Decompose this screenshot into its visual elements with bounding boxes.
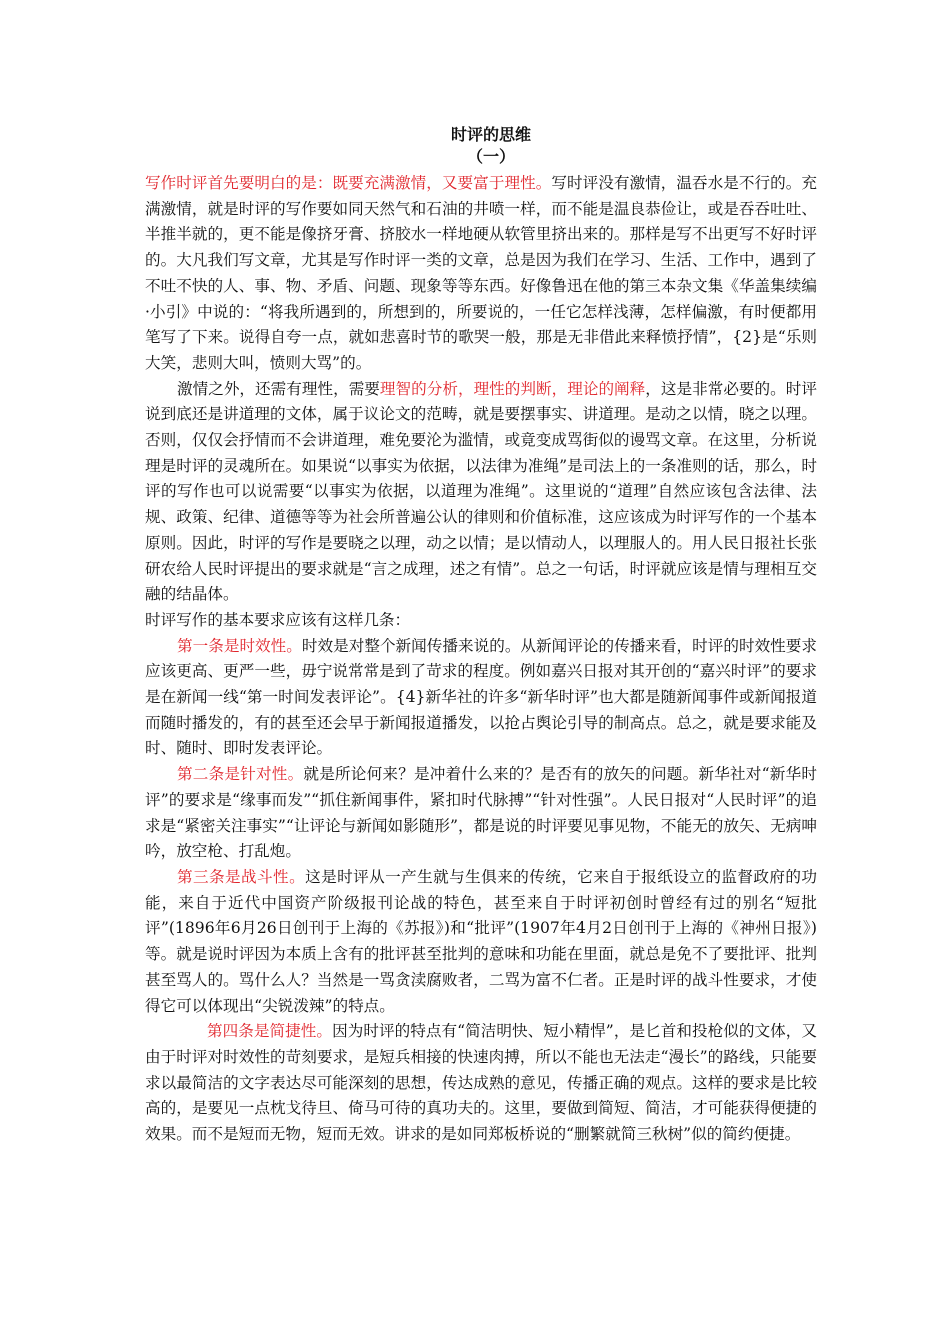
document-page [145,124,817,1148]
paragraph-2 [145,377,817,608]
body-text: 时效是对整个新闻传播来说的。从新闻评论的传播来看，时评的时效性要求应该更高、更严一些，毋宁说常常是到了苛求的程度。例如嘉兴日报对其开创的“嘉兴时评”的要求是在新闻一线“第一时间发表评论”。{4}新华社的许多“新华时评”也大都是随新闻事件或新闻报道而随时播发的，有的甚至还会早于新闻报道播发，以抢占舆论引导的制高点。总之，就是要求能及时、随时、即时发表评论。 [145,636,817,758]
paragraph-5 [145,762,817,865]
document-subtitle: （一） [466,147,515,166]
paragraph-1 [145,171,817,377]
paragraph-4 [145,634,817,763]
highlight-text: 第一条是时效性。 [177,636,302,655]
highlight-text: 第三条是战斗性。 [177,867,306,886]
body-text: 写时评没有激情，温吞水是不行的。充满激情，就是时评的写作要如同天然气和石油的井喷一样，而不能是温良恭俭让，或是吞吞吐吐、半推半就的，更不能是像挤牙膏、挤胶水一样地硬从软管里挤出来的。那样是写不出更写不好时评的。大凡我们写文章，尤其是写作时评一类的文章，总是因为我们在学习、生活、工作中，遇到了不吐不快的人、事、物、矛盾、问题、现象等等东西。好像鲁迅在他的第三本杂文集《华盖集续编·小引》中说的：“将我所遇到的，所想到的，所要说的，一任它怎样浅薄，怎样偏激，有时便都用笔写了下来。说得自夸一点，就如悲喜时节的歌哭一般，那是无非借此来释愤抒情”，{2}是“乐则大笑，悲则大叫，愤则大骂”的。 [145,174,817,372]
body-text: 这是时评从一产生就与生俱来的传统，它来自于报纸设立的监督政府的功能，来自于近代中国资产阶级报刊论战的特色，甚至来自于时评初创时曾经有过的别名“短批评”(1896年6月26日创刊于上海的《苏报》)和“批评”(1907年4月2日创刊于上海的《神州日报》)等。就是说时评因为本质上含有的批评甚至批判的意味和功能在里面，就总是免不了要批评、批判甚至骂人的。骂什么人？当然是一骂贪渎腐败者，二骂为富不仁者。正是时评的战斗性要求，才使得它可以体现出“尖锐泼辣”的特点。 [145,867,817,1015]
document-title: 时评的思维 [450,125,531,144]
highlight-text: 第二条是针对性。 [177,765,304,784]
highlight-text: 理智的分析，理性的判断，理论的阐释 [379,379,646,398]
body-text: 就是所论何来？是冲着什么来的？是否有的放矢的问题。新华社对“新华时评”的要求是“缘事而发”“抓住新闻事件，紧扣时代脉搏”“针对性强”。人民日报对“人民时评”的追求是“紧密关注事实”“让评论与新闻如影随形”，都是说的时评要见事见物，不能无的放矢、无病呻吟，放空枪、打乱炮。 [145,765,817,861]
paragraph-6 [145,865,817,1019]
body-text: ，这是非常必要的。时评说到底还是讲道理的文体，属于议论文的范畴，就是要摆事实、讲道理。是动之以情，晓之以理。否则，仅仅会抒情而不会讲道理，难免要沦为滥情，或竟变成骂街似的谩骂文章。在这里，分析说理是时评的灵魂所在。如果说“以事实为依据，以法律为准绳”是司法上的一条准则的话，那么，时评的写作也可以说需要“以事实为依据，以道理为准绳”。这里说的“道理”自然应该包含法律、法规、政策、纪律、道德等等为社会所普遍公认的律则和价值标准，这应该成为时评写作的一个基本原则。因此，时评的写作是要晓之以理，动之以情；是以情动人，以理服人的。用人民日报社长张研农给人民时评提出的要求就是“言之成理，述之有情”。总之一句话，时评就应该是情与理相互交融的结晶体。 [145,379,817,604]
body-text: 因为时评的特点有“简洁明快、短小精悍”，是匕首和投枪似的文体，又由于时评对时效性的苛刻要求，是短兵相接的快速肉搏，所以不能也无法走“漫长”的路线，只能要求以最简洁的文字表达尽可能深刻的思想，传达成熟的意见，传播正确的观点。这样的要求是比较高的，是要见一点枕戈待旦、倚马可待的真功夫的。这里，要做到简短、简洁，才可能获得便捷的效果。而不是短而无物，短而无效。讲求的是如同郑板桥说的“删繁就简三秋树”似的简约便捷。 [145,1022,817,1144]
highlight-text: 第四条是简捷性。 [207,1022,333,1041]
highlight-text: 写作时评首先要明白的是：既要充满激情，又要富于理性。 [145,174,552,192]
paragraph-3: 时评写作的基本要求应该有这样几条： [145,610,411,629]
body-text: 激情之外，还需有理性，需要 [177,379,380,398]
paragraph-7 [145,1019,817,1148]
